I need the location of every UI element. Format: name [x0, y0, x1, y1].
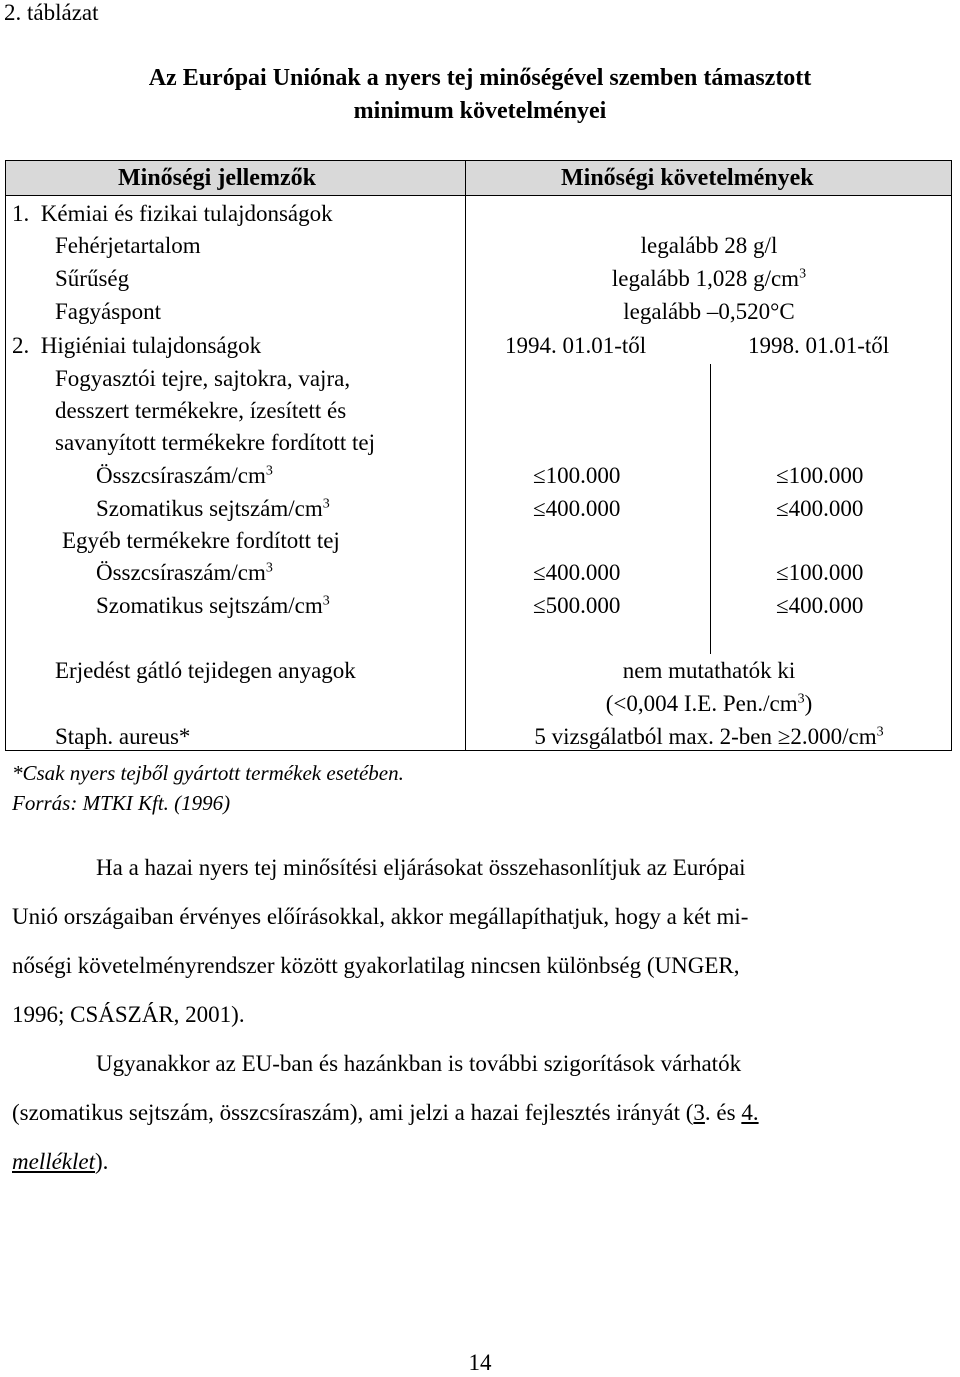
value-inhibitors-2: (<0,004 I.E. $Pen./cm^3$): [605, 691, 813, 716]
value-somatic-1994-b: ≤500.000: [533, 593, 621, 618]
row-protein: Fehérjetartalom: [55, 233, 201, 258]
value-somatic-1998-b: ≤400.000: [776, 593, 864, 618]
row-somatic-count-1: Szomatikus sejtszám/$cm^3$: [96, 496, 330, 521]
value-germ-1998-b: ≤100.000: [776, 560, 864, 585]
paragraph-2-line-3: melléklet).: [12, 1149, 109, 1174]
header-quality-characteristics: Minőségi jellemzők: [118, 165, 316, 191]
appendix-4-link[interactable]: 4.: [741, 1100, 759, 1125]
footnote-raw-milk: *Csak nyers tejből gyártott termékek esetében.: [12, 761, 404, 785]
value-staph-aureus: 5 vizsgálatból max. $2-ben \ge 2.000/cm^3$: [534, 724, 884, 749]
paragraph-2-line-2: (szomatikus sejtszám, összcsíraszám), ami jelzi a hazai fejlesztés irányát (3. és 4.: [12, 1100, 759, 1125]
appendix-link-word[interactable]: melléklet: [12, 1149, 96, 1174]
section-hygiene: 2. Higiéniai tulajdonságok: [12, 333, 262, 358]
row-density: Sűrűség: [55, 266, 130, 291]
paragraph-1-line-2: Unió országaiban érvényes előírásokkal, akkor megállapíthatjuk, hogy a két mi-: [12, 904, 749, 929]
table-header-divider: [5, 195, 952, 196]
value-somatic-1998-a: ≤400.000: [776, 496, 864, 521]
appendix-3-link[interactable]: 3: [693, 1100, 705, 1125]
hygiene-desc-2: desszert termékekre, ízesített és: [55, 398, 347, 423]
row-other-products: Egyéb termékekre fordított tej: [62, 528, 340, 553]
value-germ-1994-a: ≤100.000: [533, 463, 621, 488]
value-germ-1998-a: ≤100.000: [776, 463, 864, 488]
table-date-divider: [710, 364, 711, 654]
value-somatic-1994-a: ≤400.000: [533, 496, 621, 521]
table-title-line-2: minimum követelményei: [353, 98, 607, 124]
footnote-source: Forrás: MTKI Kft. (1996): [12, 791, 231, 815]
date-from-1994: 1994. 01.01-től: [505, 333, 647, 358]
header-quality-requirements: Minőségi követelmények: [561, 165, 814, 191]
value-freezing-point: legalább –0,520°C: [623, 299, 795, 324]
section-chemical-physical: 1. Kémiai és fizikai tulajdonságok: [12, 201, 333, 226]
row-germ-count-2: Összcsíraszám/$cm^3$: [96, 560, 273, 585]
value-density: legalább 1,028 $g/cm^3$: [611, 266, 807, 291]
paragraph-2-line-1: Ugyanakkor az EU-ban és hazánkban is további szigorítások várhatók: [96, 1051, 742, 1076]
value-germ-1994-b: ≤400.000: [533, 560, 621, 585]
hygiene-desc-1: Fogyasztói tejre, sajtokra, vajra,: [55, 366, 351, 391]
row-somatic-count-2: Szomatikus sejtszám/$cm^3$: [96, 593, 330, 618]
row-staph-aureus: Staph. aureus*: [55, 724, 191, 749]
paragraph-1-line-4: 1996; CSÁSZÁR, 2001).: [12, 1002, 245, 1027]
page-number: 14: [468, 1350, 492, 1375]
row-germ-count-1: Összcsíraszám/$cm^3$: [96, 463, 273, 488]
value-protein: legalább 28 g/l: [640, 233, 778, 258]
date-from-1998: 1998. 01.01-től: [748, 333, 890, 358]
hygiene-desc-3: savanyított termékekre fordított tej: [55, 430, 375, 455]
value-inhibitors-1: nem mutathatók ki: [622, 658, 796, 683]
paragraph-1-line-1: Ha a hazai nyers tej minősítési eljárásokat összehasonlítjuk az Európai: [96, 855, 746, 880]
table-caption: 2. táblázat: [4, 0, 99, 25]
row-freezing-point: Fagyáspont: [55, 299, 162, 324]
table-title-line-1: Az Európai Uniónak a nyers tej minőségével szemben támasztott: [148, 65, 812, 91]
paragraph-1-line-3: nőségi követelményrendszer között gyakorlatilag nincsen különbség (UNGER,: [12, 953, 740, 978]
row-inhibitors: Erjedést gátló tejidegen anyagok: [55, 658, 356, 683]
